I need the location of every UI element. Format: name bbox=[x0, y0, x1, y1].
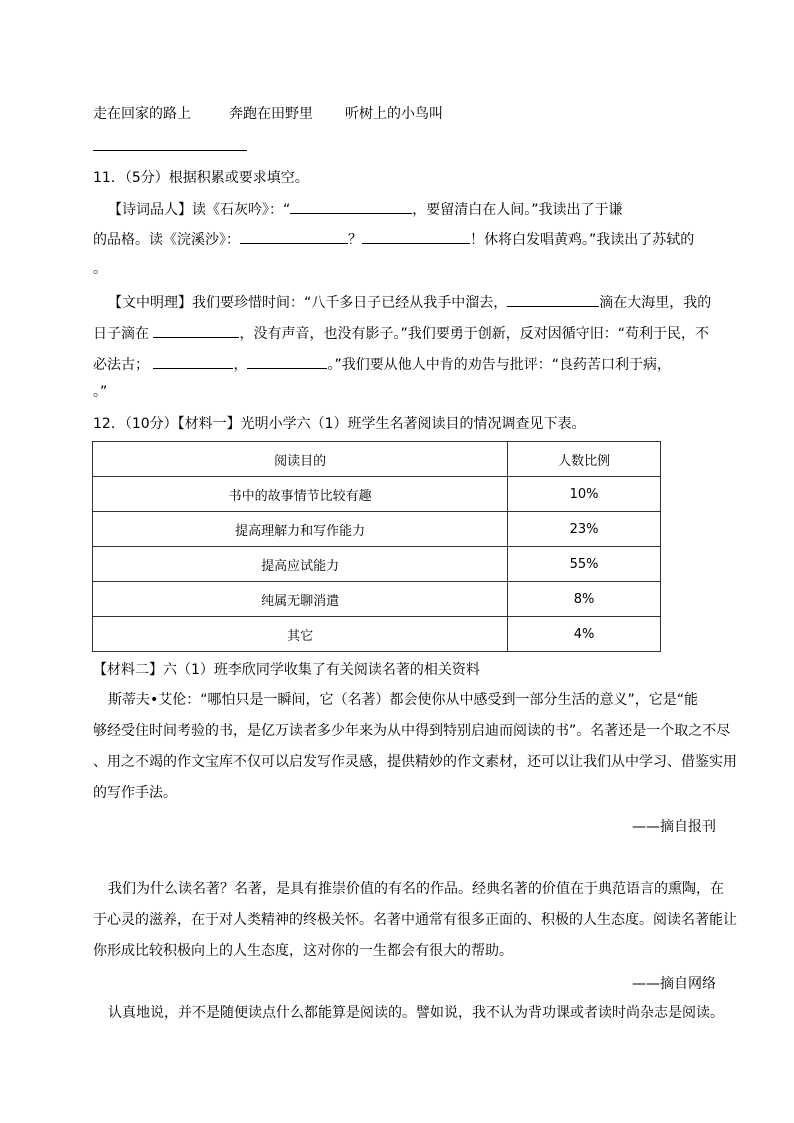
table-cell: 书中的故事情节比较有趣 bbox=[93, 477, 508, 512]
fill-blank[interactable] bbox=[247, 354, 327, 369]
fill-blank[interactable] bbox=[153, 354, 233, 369]
table-row bbox=[93, 477, 661, 512]
answer-blank-line[interactable] bbox=[93, 150, 247, 151]
material2-para1-line: 、用之不竭的作文宝库不仅可以启发写作灵感，提供精妙的作文素材，还可以让我们从中学习、借鉴实用 bbox=[93, 754, 737, 770]
q11-text-line3 bbox=[93, 354, 713, 375]
fill-blank[interactable] bbox=[153, 323, 239, 338]
q11-poetry-line2 bbox=[93, 229, 713, 250]
q12-header: 12．（10分）【材料一】光明小学六（1）班学生名著阅读目的情况调查见下表。 bbox=[93, 416, 586, 432]
survey-table bbox=[92, 441, 661, 652]
q11-text-part: 【文中明理】我们要珍惜时间：“八千多日子已经从我手中溜去， bbox=[108, 295, 508, 311]
table-row bbox=[93, 512, 661, 547]
q11-text-part: ，没有声音，也没有影子。”我们要勇于创新，反对因循守旧：“苟利于民，不 bbox=[239, 326, 709, 342]
fill-blank[interactable] bbox=[507, 292, 599, 307]
q11-poetry-line1 bbox=[108, 199, 713, 220]
q11-text-part: ， bbox=[233, 357, 248, 373]
table-cell: 23% bbox=[508, 512, 661, 547]
fill-blank[interactable] bbox=[362, 229, 470, 244]
option-c: 听树上的小鸟叫 bbox=[345, 106, 443, 122]
q11-poetry-text: ！休将白发唱黄鸡。”我读出了苏轼的 bbox=[470, 232, 695, 248]
table-cell: 纯属无聊消遣 bbox=[93, 582, 508, 617]
option-a: 走在回家的路上 bbox=[93, 106, 191, 122]
table-header-row bbox=[93, 442, 661, 477]
fill-blank[interactable] bbox=[240, 229, 348, 244]
source-attribution: ——摘自报刊 bbox=[632, 819, 716, 835]
source-attribution: ——摘自网络 bbox=[632, 976, 716, 992]
q11-text-line4: 。” bbox=[93, 384, 108, 400]
q11-header: 11．（5分）根据积累或要求填空。 bbox=[93, 170, 309, 186]
option-b: 奔跑在田野里 bbox=[229, 106, 313, 122]
table-row bbox=[93, 617, 661, 652]
table-cell: 10% bbox=[508, 477, 661, 512]
q11-poetry-line3: 。 bbox=[93, 261, 107, 277]
material2-para1-line: 斯蒂夫•艾伦：“哪怕只是一瞬间，它（名著）都会使你从中感受到一部分生活的意义”，它是“能 bbox=[108, 692, 699, 708]
q11-text-part: 必法古； bbox=[93, 357, 149, 373]
table-row bbox=[93, 582, 661, 617]
fill-blank[interactable] bbox=[290, 199, 412, 214]
material2-para2-line: 我们为什么读名著？名著，是具有推崇价值的有名的作品。经典名著的价值在于典范语言的熏陶，在 bbox=[108, 881, 724, 897]
table-header-cell: 阅读目的 bbox=[93, 442, 508, 477]
material2-para2-line: 你形成比较积极向上的人生态度，这对你的一生都会有很大的帮助。 bbox=[93, 943, 513, 959]
q11-poetry-text: 【诗词品人】读《石灰吟》：“ bbox=[108, 202, 291, 218]
table-row bbox=[93, 547, 661, 582]
q11-poetry-text: 的品格。读《浣溪沙》： bbox=[93, 232, 240, 248]
q11-text-part: 日子滴在 bbox=[93, 326, 149, 342]
material2-para1-line: 的写作手法。 bbox=[93, 785, 177, 801]
q11-text-part: 滴在大海里，我的 bbox=[599, 295, 712, 311]
material2-para1-line: 够经受住时间考验的书，是亿万读者多少年来为从中得到特别启迪而阅读的书”。名著还是一个取之不尽 bbox=[93, 723, 731, 739]
table-cell: 提高理解力和写作能力 bbox=[93, 512, 508, 547]
table-cell: 4% bbox=[508, 617, 661, 652]
q11-poetry-text: ，要留清白在人间。”我读出了于谦 bbox=[412, 202, 623, 218]
table-cell: 其它 bbox=[93, 617, 508, 652]
table-header-cell: 人数比例 bbox=[508, 442, 661, 477]
table-cell: 8% bbox=[508, 582, 661, 617]
material2-para3: 认真地说，并不是随便读点什么都能算是阅读的。譬如说，我不认为背功课或者读时尚杂志是阅读。 bbox=[108, 1005, 724, 1021]
q11-text-line2 bbox=[93, 323, 713, 344]
material2-title: 【材料二】六（1）班李欣同学收集了有关阅读名著的相关资料 bbox=[93, 662, 480, 678]
table-cell: 55% bbox=[508, 547, 661, 582]
q11-poetry-text: ？ bbox=[348, 232, 362, 248]
table-cell: 提高应试能力 bbox=[93, 547, 508, 582]
q11-text-line1 bbox=[108, 292, 713, 313]
material2-para2-line: 于心灵的滋养，在于对人类精神的终极关怀。名著中通常有很多正面的、积极的人生态度。阅读名著能让 bbox=[93, 912, 737, 928]
q11-text-part: 。”我们要从他人中肯的劝告与批评：“良药苦口利于病， bbox=[327, 357, 671, 373]
